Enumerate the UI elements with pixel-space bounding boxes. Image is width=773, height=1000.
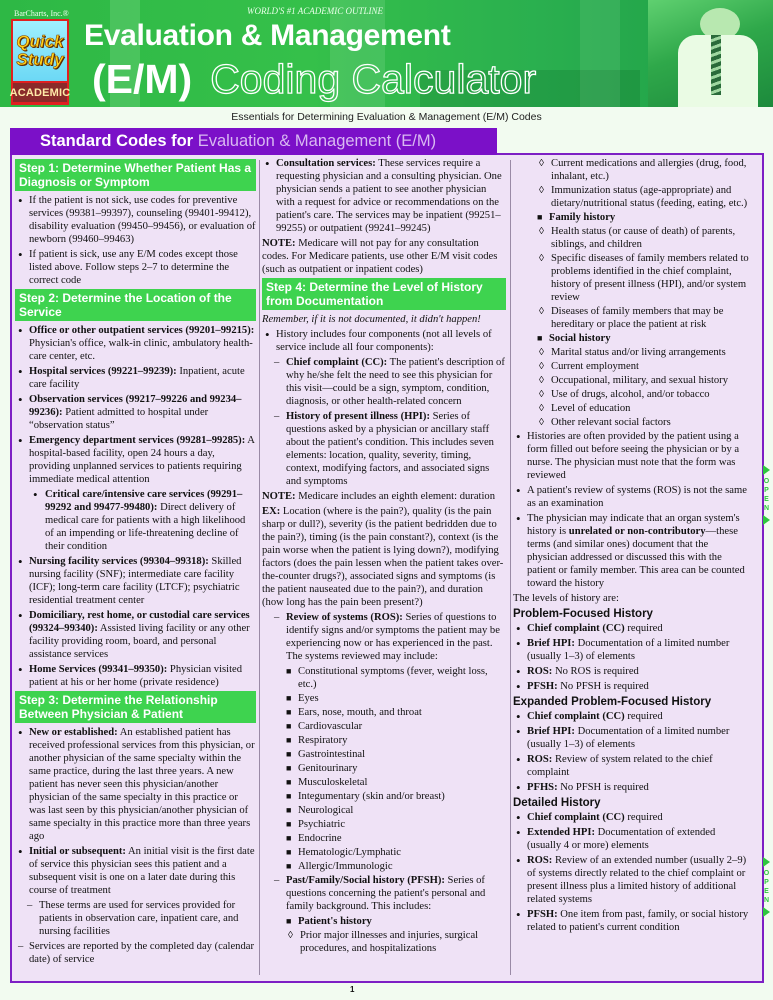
logo-word-study: Study <box>16 50 64 69</box>
list-item: • Hospital services (99221–99239): Inpatient, acute care facility <box>15 365 256 391</box>
list-item: • If the patient is not sick, use codes for preventive services (99381–99397), counseling (99401-99412), disability evaluation (99450–99456), or evaluation of newborn (99460–99463) <box>15 194 256 246</box>
column-2 <box>262 157 506 956</box>
step-4-heading: Step 4: Determine the Level of History from Documentation <box>262 278 506 310</box>
logo-word-quick: Quick <box>16 32 64 51</box>
system-item: ■ Neurological <box>262 804 506 817</box>
list-item: • Brief HPI: Documentation of a limited number (usually 1–3) of elements <box>513 637 749 663</box>
list-item: ◊ Health status (or cause of death) of parents, siblings, and children <box>513 225 749 251</box>
list-item: • PFHS: No PFSH is required <box>513 781 749 794</box>
list-item: • ROS: Review of system related to the chief complaint <box>513 753 749 779</box>
open-tab-marker: O P E N <box>760 855 773 919</box>
arrow-right-icon <box>763 515 770 525</box>
list-item: • New or established: An established patient has received professional services from this physician, or another physician of the same specialty within the same practice, during the last three years. A new patient has never seen this physician/another physician of the same specialty in this practice or was last seen by this physician/another physician of same specialty in this practice more than three years ago <box>15 726 256 843</box>
system-item: ■ Psychiatric <box>262 818 506 831</box>
list-item: – Services are reported by the completed day (calendar date) of service <box>15 940 256 966</box>
list-item: ◊ Other relevant social factors <box>513 416 749 429</box>
list-item: • Chief complaint (CC) required <box>513 811 749 824</box>
system-item: ■ Constitutional symptoms (fever, weight loss, etc.) <box>262 665 506 691</box>
social-history-heading: ■ Social history <box>513 332 749 345</box>
list-item: • Nursing facility services (99304–99318): Skilled nursing facility (SNF); intermediate care facility (ICF); long-term care facility (LTCF); psychiatric residential treatment center <box>15 555 256 607</box>
list-item: • The physician may indicate that an organ system's history is unrelated or non-contributory—these terms (and similar ones) document that the physician addressed or discussed this with the patient or family member. This area can be counted toward the history <box>513 512 749 590</box>
list-item: • Brief HPI: Documentation of a limited number (usually 1–3) of elements <box>513 725 749 751</box>
system-item: ■ Respiratory <box>262 734 506 747</box>
page-title-line1: Evaluation & Management <box>84 19 451 52</box>
list-item: ◊ Current medications and allergies (drug, food, inhalant, etc.) <box>513 157 749 183</box>
panel-title-bold: Standard Codes for <box>40 132 198 150</box>
list-item: ◊ Immunization status (age-appropriate) and dietary/nutritional status (feeding, eating, etc.) <box>513 184 749 210</box>
list-item: – Review of systems (ROS): Series of questions to identify signs and/or symptoms the patient may be experiencing now or has experienced in the past. The systems reviewed may include: <box>262 611 506 663</box>
list-item: ◊ Use of drugs, alcohol, and/or tobacco <box>513 388 749 401</box>
step-1-heading: Step 1: Determine Whether Patient Has a Diagnosis or Symptom <box>15 159 256 191</box>
list-item: • PFSH: One item from past, family, or social history related to patient's current condition <box>513 908 749 934</box>
system-item: ■ Hematologic/Lymphatic <box>262 846 506 859</box>
system-item: ■ Gastrointestinal <box>262 748 506 761</box>
list-item: • Chief complaint (CC) required <box>513 622 749 635</box>
list-item: • History includes four components (not all levels of service include all four components): <box>262 328 506 354</box>
list-item: ◊ Specific diseases of family members related to problems identified in the chief complaint, history of present illness (HPI), and/or system review <box>513 252 749 304</box>
list-item: • PFSH: No PFSH is required <box>513 680 749 693</box>
system-item: ■ Eyes <box>262 692 506 705</box>
tagline: WORLD'S #1 ACADEMIC OUTLINE <box>246 6 383 16</box>
list-item: • If patient is sick, use any E/M codes except those listed above. Follow steps 2–7 to determine the correct code <box>15 248 256 287</box>
list-item: ◊ Current employment <box>513 360 749 373</box>
title-em-abbrev: (E/M) <box>92 56 193 102</box>
panel-title-light: Evaluation & Management (E/M) <box>197 132 437 150</box>
list-item: ◊ Marital status and/or living arrangements <box>513 346 749 359</box>
system-item: ■ Integumentary (skin and/or breast) <box>262 790 506 803</box>
page-subtitle: Essentials for Determining Evaluation & Management (E/M) Codes <box>231 111 542 123</box>
column-3 <box>513 157 749 936</box>
column-divider <box>510 160 511 975</box>
list-item: • Consultation services: These services require a requesting physician and a consulting physician. One physician sends a patient to see another physician with a request for advice or recommendations on the patient's care. The services may be inpatient (99251–99255) or outpatient (99241–99245) <box>262 157 506 235</box>
list-item: • Histories are often provided by the patient using a form filled out before seeing the physician or by a nurse. The physician must note that the form was reviewed <box>513 430 749 482</box>
panel-title-notch <box>497 128 764 155</box>
list-item: • Home Services (99341–99350): Physician visited patient at his or her home (private residence) <box>15 663 256 689</box>
level-heading-expanded: Expanded Problem-Focused History <box>513 696 712 708</box>
family-history-heading: ■ Family history <box>513 211 749 224</box>
system-item: ■ Cardiovascular <box>262 720 506 733</box>
list-item: – History of present illness (HPI): Series of questions asked by a physician or ancillary staff about the patient's condition. This includes seven elements: location, quality, severity, timing, context, modifying factors, and associated signs and symptoms <box>262 410 506 488</box>
column-1 <box>15 157 256 968</box>
column-divider <box>259 160 260 975</box>
list-item: • Domiciliary, rest home, or custodial care services (99324–99340): Assisted living facility or any other facility providing room, board, and personal assistance services <box>15 609 256 661</box>
publisher-name: BarCharts, Inc.® <box>14 9 69 18</box>
step-3-heading: Step 3: Determine the Relationship Between Physician & Patient <box>15 691 256 723</box>
list-item: • Emergency department services (99281–99285): A hospital-based facility, open 24 hours a day, providing unplanned services to patients requiring immediate medical attention <box>15 434 256 486</box>
doctor-tie-shape <box>711 35 721 95</box>
list-item: – Past/Family/Social history (PFSH): Series of questions concerning the patient's personal and family background. This includes: <box>262 874 506 913</box>
title-coding-calculator: Coding Calculator <box>210 56 537 102</box>
list-item: ◊ Occupational, military, and sexual history <box>513 374 749 387</box>
note-eighth-element: NOTE: Medicare includes an eighth element: duration <box>262 491 496 502</box>
open-tab-marker: O P E N <box>760 463 773 527</box>
list-item: • ROS: No ROS is required <box>513 665 749 678</box>
arrow-right-icon <box>763 465 770 475</box>
system-item: ■ Musculoskeletal <box>262 776 506 789</box>
doctor-photo <box>648 0 773 107</box>
reminder-text: Remember, if it is not documented, it didn't happen! <box>262 314 481 325</box>
note-medicare-consultation: NOTE: Medicare will not pay for any consultation codes. For Medicare patients, use other E/M visit codes (such as outpatient or inpatient codes) <box>262 238 498 275</box>
page-title-line2 <box>92 56 536 103</box>
step-2-heading: Step 2: Determine the Location of the Service <box>15 289 256 321</box>
list-item: • ROS: Review of an extended number (usually 2–9) of systems directly related to the chief complaint or present illness plus a limited history of additional related systems <box>513 854 749 906</box>
system-item: ■ Endocrine <box>262 832 506 845</box>
list-item: • Chief complaint (CC) required <box>513 710 749 723</box>
level-heading-problem-focused: Problem-Focused History <box>513 608 653 620</box>
level-heading-detailed: Detailed History <box>513 797 601 809</box>
logo-badge-academic: ACADEMIC <box>13 83 67 102</box>
quickstudy-logo <box>11 19 69 105</box>
arrow-right-icon <box>763 907 770 917</box>
system-item: ■ Genitourinary <box>262 762 506 775</box>
list-item: • Office or other outpatient services (99201–99215): Physician's office, walk-in clinic, ambulatory health-care center, etc. <box>15 324 256 363</box>
example-text: EX: Location (where is the pain?), quality (is the pain sharp or dull?), severity (is the patient bedridden due to the pain?), timing (is the pain constant?), context (is the pain worse when the patient is lying down?), modifying factors (does the pain lessen when the patient takes over-the-counter drugs?), associated signs and symptoms (is the patient nauseated due to the pain?), and duration (how long has the pain been present?) <box>262 506 504 608</box>
system-item: ■ Ears, nose, mouth, and throat <box>262 706 506 719</box>
header-banner <box>0 0 773 107</box>
arrow-right-icon <box>763 857 770 867</box>
list-item: • Critical care/intensive care services (99291–99292 and 99477-99480): Direct delivery of medical care for patients with a high likelihood of an impending or life-threatening decline of their condition <box>15 488 256 553</box>
list-item: ◊ Level of education <box>513 402 749 415</box>
list-item: – These terms are used for services provided for patients in observation care, inpatient care, and nursing facilities <box>15 899 256 938</box>
banner-decoration <box>580 0 620 107</box>
panel-title <box>10 128 497 155</box>
levels-intro: The levels of history are: <box>513 593 619 604</box>
list-item: • Initial or subsequent: An initial visit is the first date of service this physician sees this patient and a subsequent visit is one on a later date during this course of treatment <box>15 845 256 897</box>
list-item: ◊ Prior major illnesses and injuries, surgical procedures, and hospitalizations <box>262 929 506 955</box>
list-item: • Observation services (99217–99226 and 99234–99236): Patient admitted to hospital under “observation status” <box>15 393 256 432</box>
list-item: • A patient's review of systems (ROS) is not the same as an examination <box>513 484 749 510</box>
system-item: ■ Allergic/Immunologic <box>262 860 506 873</box>
patient-history-heading: ■ Patient's history <box>262 915 506 928</box>
page-number: 1 <box>350 985 355 994</box>
list-item: • Extended HPI: Documentation of extended (usually 4 or more) elements <box>513 826 749 852</box>
list-item: ◊ Diseases of family members that may be hereditary or place the patient at risk <box>513 305 749 331</box>
list-item: – Chief complaint (CC): The patient's description of why he/she felt the need to see this physician for this visit—could be a sign, symptom, condition, diagnosis, or other health-related concern <box>262 356 506 408</box>
